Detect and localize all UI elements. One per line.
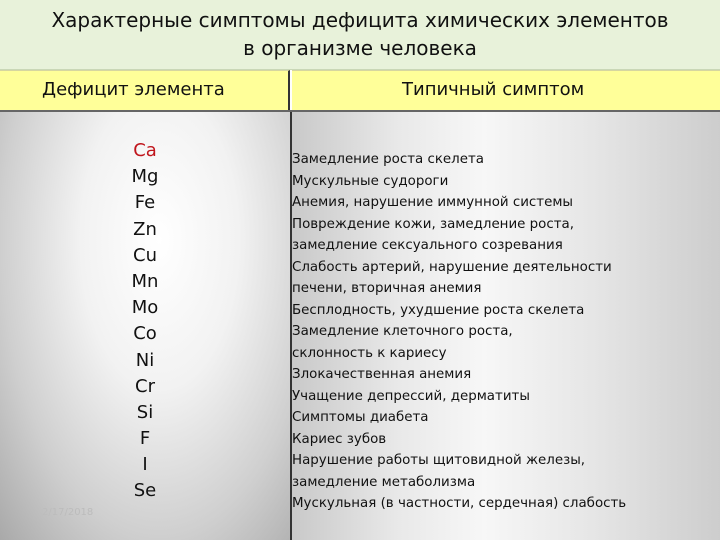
element-item: Si (136, 401, 154, 423)
symptom-line: Анемия, нарушение иммунной системы (292, 195, 573, 210)
element-item: Mg (131, 166, 159, 188)
symptom-line: Бесплодность, ухудшение роста скелета (292, 302, 585, 318)
symptom-line: Повреждение кожи, замедление роста, (292, 216, 574, 232)
symptom-line: Нарушение работы щитовидной железы, (292, 453, 586, 468)
column-header-symptom-label: Типичный симптом (402, 79, 585, 100)
elements-list (100, 138, 190, 505)
symptom-line: Учащение депрессий, дерматиты (292, 388, 530, 404)
symptom-line: Замедление роста скелета (292, 152, 484, 167)
symptom-line: печени, вторичная анемия (292, 281, 482, 296)
title-banner (0, 0, 720, 70)
symptom-line: Замедление клеточного роста, (292, 324, 513, 339)
column-header-element-label: Дефицит элемента (42, 79, 225, 100)
element-item: Mo (131, 297, 159, 319)
element-item: Se (133, 480, 157, 502)
symptom-line: Слабость артерий, нарушение деятельности (292, 259, 612, 275)
element-item: Cu (133, 244, 157, 266)
symptom-line: Мускульная (в частности, сердечная) слабость (292, 496, 627, 511)
element-item: Mn (131, 270, 159, 292)
symptom-line: Злокачественная анемия (292, 367, 472, 382)
symptom-line: Симптомы диабета (292, 410, 429, 425)
element-item: F (139, 428, 151, 450)
element-item: Ni (135, 349, 155, 371)
symptom-line: замедление сексуального созревания (292, 238, 563, 253)
symptoms-list (292, 149, 712, 515)
column-header-element (0, 70, 290, 110)
title-line-2: в организме человека (243, 36, 477, 60)
footer-date: 2/17/2018 (42, 507, 94, 518)
title-line-1: Характерные симптомы дефицита химических элементов (51, 8, 669, 32)
element-item: Co (133, 323, 157, 345)
element-item: I (142, 454, 148, 476)
column-header-symptom (292, 70, 720, 110)
element-item: Fe (134, 192, 156, 214)
symptom-line: Кариес зубов (292, 431, 387, 447)
symptom-line: замедление метаболизма (292, 474, 476, 490)
elements-column (0, 112, 292, 540)
symptoms-column (292, 112, 720, 540)
element-item: Zn (133, 218, 157, 240)
symptom-line: Мускульные судороги (292, 173, 449, 189)
slide-title (0, 6, 720, 62)
element-item: Ca (133, 140, 157, 161)
symptom-line: склонность к кариесу (292, 345, 447, 361)
element-item: Cr (135, 375, 155, 397)
